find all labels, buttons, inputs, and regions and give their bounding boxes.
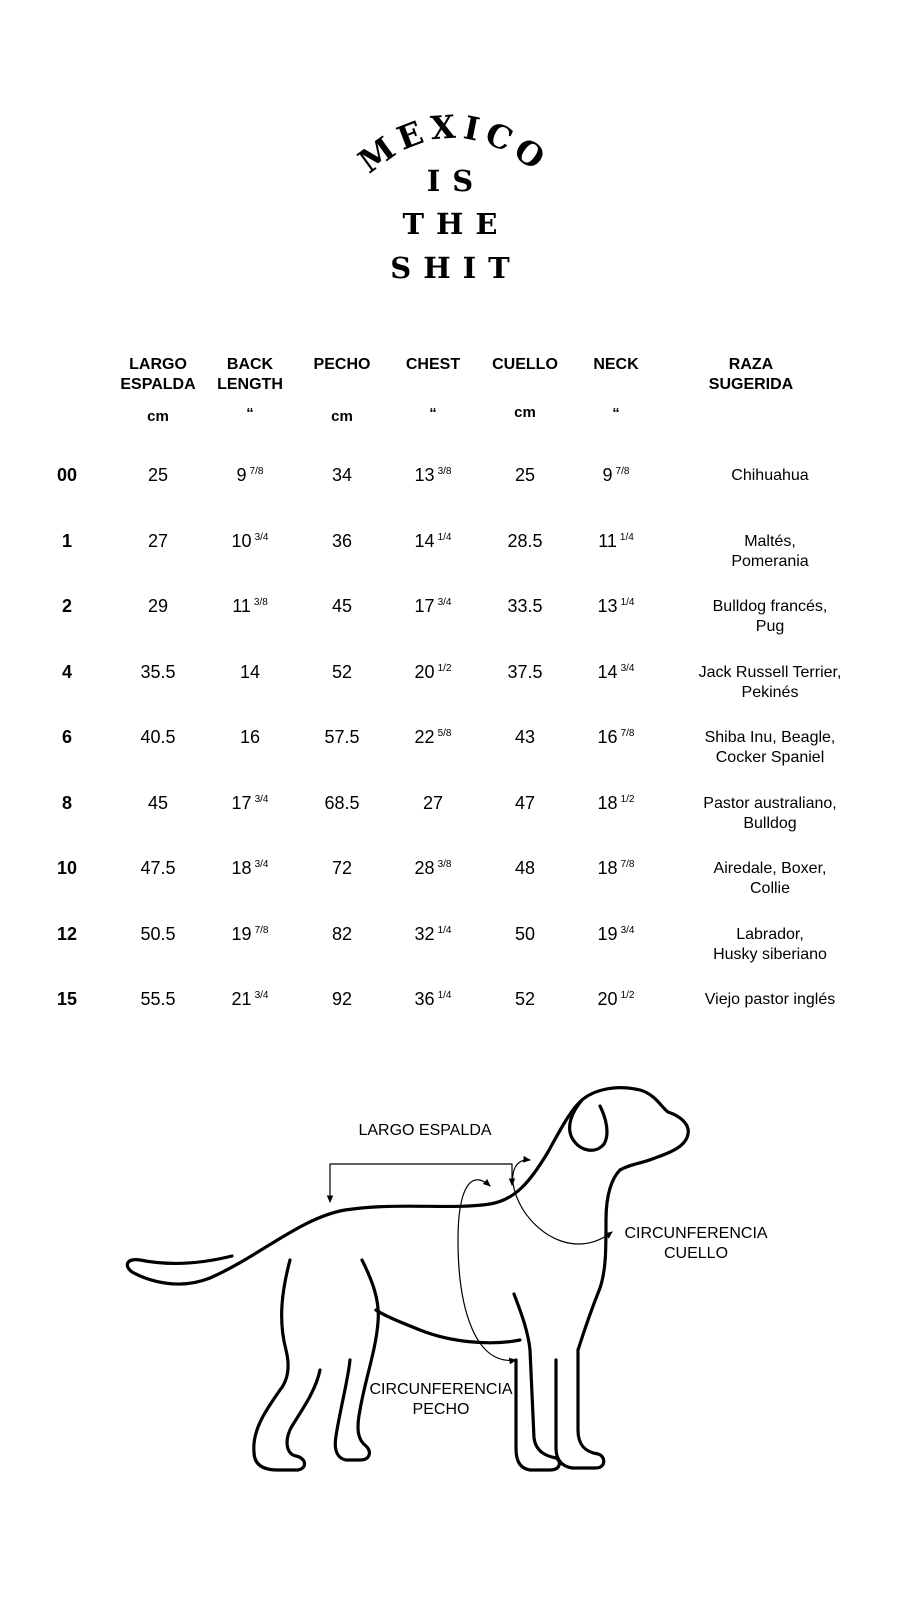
cell-fraction: 1/4 xyxy=(437,531,452,543)
neck-circumference-arrow xyxy=(513,1160,612,1244)
suggested-breed: Labrador, Husky siberiano xyxy=(713,925,827,963)
back-length-label: LARGO ESPALDA xyxy=(358,1122,492,1139)
cell-value: 72 xyxy=(331,858,353,878)
cell-value: 25 xyxy=(147,465,169,485)
cell-value: 21 xyxy=(231,989,252,1009)
cell-value: 18 xyxy=(597,792,618,813)
cell-fraction: 1/2 xyxy=(620,793,635,805)
logo-word-shit: SHIT xyxy=(390,251,522,285)
cell-value: 28.5 xyxy=(507,530,543,551)
cell-fraction: 3/8 xyxy=(437,859,452,870)
cell-value: 18 xyxy=(597,858,618,878)
cell-value: 35.5 xyxy=(140,661,176,682)
cell-value: 43 xyxy=(514,727,536,747)
cell-value: 14 xyxy=(239,661,261,682)
cell-value: 13 xyxy=(597,596,618,616)
column-unit: cm xyxy=(514,404,536,421)
cell-value: 92 xyxy=(331,989,353,1009)
cell-value: 14 xyxy=(414,530,435,551)
size-label: 10 xyxy=(56,858,78,878)
cell-fraction: 3/4 xyxy=(437,597,452,608)
cell-value: 14 xyxy=(597,661,618,682)
cell-value: 16 xyxy=(239,727,261,747)
cell-value: 11 xyxy=(232,596,251,616)
cell-fraction: 3/4 xyxy=(254,531,269,543)
suggested-breed: Airedale, Boxer, Collie xyxy=(713,860,827,897)
logo-word-is: IS xyxy=(426,164,486,198)
suggested-breed: Bulldog francés, Pug xyxy=(712,598,828,635)
cell-value: 20 xyxy=(414,661,435,682)
cell-value: 10 xyxy=(231,530,252,551)
suggested-breed: Viejo pastor inglés xyxy=(704,991,836,1008)
cell-value: 11 xyxy=(598,530,617,551)
cell-value: 32 xyxy=(414,923,435,944)
cell-value: 40.5 xyxy=(140,727,176,747)
chest-circumference-label: CIRCUNFERENCIA PECHO xyxy=(369,1381,513,1418)
size-label: 00 xyxy=(56,465,78,485)
cell-fraction: 3/4 xyxy=(254,859,269,870)
cell-fraction: 7/8 xyxy=(615,466,630,477)
cell-value: 55.5 xyxy=(140,989,176,1009)
cell-value: 48 xyxy=(514,858,536,878)
cell-value: 25 xyxy=(514,465,536,485)
neck-circumference-label: CIRCUNFERENCIA CUELLO xyxy=(624,1225,768,1262)
cell-fraction: 3/4 xyxy=(254,793,269,805)
cell-fraction: 1/4 xyxy=(437,990,452,1001)
cell-value: 36 xyxy=(331,530,353,551)
column-header: LARGO ESPALDA xyxy=(120,356,196,393)
column-header: NECK xyxy=(593,356,639,373)
size-label: 6 xyxy=(61,727,72,747)
suggested-breed: Chihuahua xyxy=(731,467,809,484)
cell-value: 27 xyxy=(147,530,169,551)
suggested-breed: Shiba Inu, Beagle, Cocker Spaniel xyxy=(704,729,836,766)
cell-fraction: 7/8 xyxy=(249,466,264,477)
cell-fraction: 7/8 xyxy=(620,728,635,739)
cell-value: 18 xyxy=(231,858,252,878)
cell-fraction: 1/4 xyxy=(437,924,452,936)
cell-value: 19 xyxy=(231,923,252,944)
cell-fraction: 1/2 xyxy=(437,662,452,674)
column-unit: “ xyxy=(429,405,437,422)
cell-value: 36 xyxy=(414,989,435,1009)
cell-fraction: 7/8 xyxy=(254,924,269,936)
cell-fraction: 7/8 xyxy=(620,859,635,870)
cell-value: 45 xyxy=(147,792,169,813)
size-label: 15 xyxy=(56,989,78,1009)
cell-value: 47.5 xyxy=(140,858,176,878)
back-length-arrow xyxy=(330,1164,512,1202)
logo-word-mexico: MEXICO xyxy=(351,107,557,181)
column-unit: “ xyxy=(246,405,254,422)
cell-value: 34 xyxy=(331,465,353,485)
cell-value: 17 xyxy=(231,792,252,813)
size-label: 1 xyxy=(61,530,72,551)
cell-value: 37.5 xyxy=(507,661,543,682)
cell-value: 28 xyxy=(414,858,435,878)
cell-fraction: 3/4 xyxy=(254,990,269,1001)
cell-value: 13 xyxy=(414,465,435,485)
suggested-breed: Maltés, Pomerania xyxy=(731,532,809,570)
size-label: 8 xyxy=(61,792,72,813)
column-header: RAZA SUGERIDA xyxy=(708,356,794,393)
cell-fraction: 3/8 xyxy=(253,597,268,608)
suggested-breed: Jack Russell Terrier, Pekinés xyxy=(698,663,842,701)
column-unit: “ xyxy=(612,405,620,422)
cell-fraction: 1/4 xyxy=(619,531,634,543)
cell-value: 20 xyxy=(597,989,618,1009)
size-label: 4 xyxy=(61,661,72,682)
cell-value: 68.5 xyxy=(324,792,360,813)
suggested-breed: Pastor australiano, Bulldog xyxy=(703,794,837,832)
cell-value: 27 xyxy=(422,792,444,813)
cell-value: 17 xyxy=(414,596,435,616)
cell-value: 52 xyxy=(514,989,536,1009)
cell-value: 52 xyxy=(331,661,353,682)
cell-value: 45 xyxy=(331,596,353,616)
cell-fraction: 5/8 xyxy=(437,728,452,739)
cell-fraction: 3/4 xyxy=(620,662,635,674)
column-header: PECHO xyxy=(313,356,371,373)
cell-fraction: 3/8 xyxy=(437,466,452,477)
cell-value: 57.5 xyxy=(324,727,360,747)
cell-value: 19 xyxy=(597,923,618,944)
cell-value: 16 xyxy=(597,727,618,747)
cell-value: 29 xyxy=(147,596,169,616)
cell-value: 9 xyxy=(236,465,247,485)
cell-fraction: 3/4 xyxy=(620,924,635,936)
size-label: 12 xyxy=(56,923,78,944)
size-label: 2 xyxy=(61,596,72,616)
cell-value: 33.5 xyxy=(507,596,543,616)
cell-value: 50.5 xyxy=(140,923,176,944)
cell-value: 22 xyxy=(414,727,435,747)
column-header: BACK LENGTH xyxy=(217,356,283,393)
logo-word-the: THE xyxy=(402,207,510,241)
cell-value: 9 xyxy=(602,465,613,485)
cell-value: 47 xyxy=(514,792,536,813)
cell-value: 82 xyxy=(331,923,353,944)
cell-fraction: 1/4 xyxy=(620,597,635,608)
cell-value: 50 xyxy=(514,923,536,944)
column-header: CUELLO xyxy=(492,356,558,373)
column-unit: cm xyxy=(331,408,353,425)
column-unit: cm xyxy=(147,408,169,425)
cell-fraction: 1/2 xyxy=(620,990,635,1001)
column-header: CHEST xyxy=(405,356,461,373)
